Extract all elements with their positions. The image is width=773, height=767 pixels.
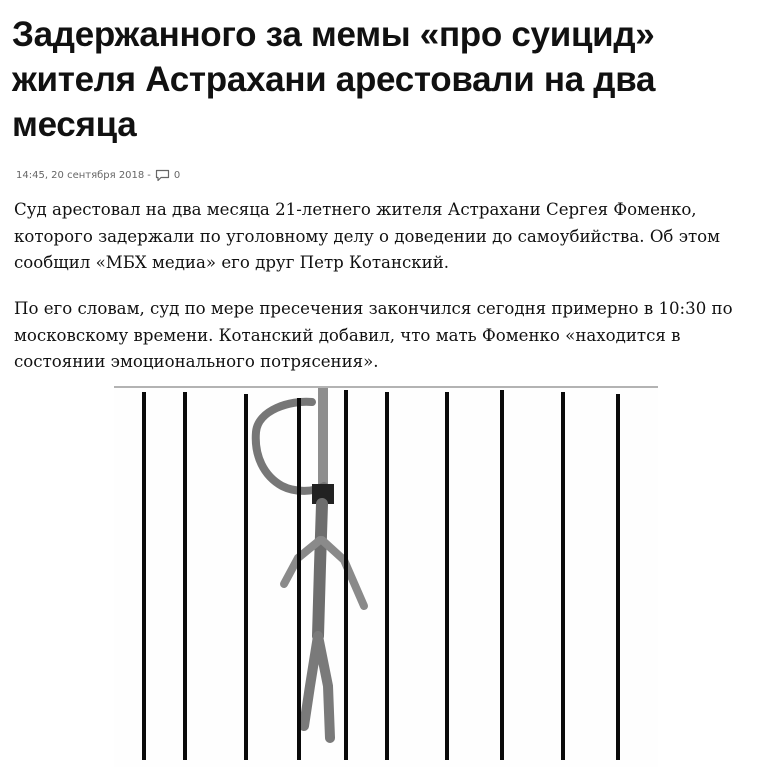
bar bbox=[183, 392, 187, 760]
bar bbox=[500, 390, 504, 760]
bar bbox=[561, 392, 565, 760]
noose-loop bbox=[256, 402, 324, 491]
bar bbox=[344, 390, 348, 760]
comments-count[interactable]: 0 bbox=[173, 169, 181, 181]
bar bbox=[385, 392, 389, 760]
article-paragraph: По его словам, суд по мере пресечения закончился сегодня примерно в 10:30 по московскому времени. Котанский добавил, что мать Фоменко «находится в состоянии эмоционального потрясения». bbox=[14, 299, 733, 371]
article-meta bbox=[16, 166, 180, 184]
meta-separator: - bbox=[147, 169, 151, 181]
stick-body bbox=[318, 504, 322, 636]
bar bbox=[297, 398, 301, 760]
bar bbox=[142, 392, 146, 760]
prison-bars bbox=[142, 390, 620, 760]
bar bbox=[244, 394, 248, 760]
stick-right-leg bbox=[318, 636, 330, 738]
bar bbox=[616, 394, 620, 760]
hanging-figure-behind-bars-illustration bbox=[114, 386, 658, 767]
rope bbox=[318, 388, 328, 494]
publish-datetime: 14:45, 20 сентября 2018 bbox=[16, 169, 145, 181]
article-image bbox=[114, 386, 658, 767]
bar bbox=[445, 392, 449, 760]
stick-right-arm bbox=[322, 540, 364, 606]
article-title: Задержанного за мемы «про суицид» жителя Астрахани арестовали на два месяца bbox=[12, 15, 656, 144]
article-paragraph: Суд арестовал на два месяца 21-летнего жителя Астрахани Сергея Фоменко, которого задержали по уголовному делу о доведении до самоубийства. Об этом сообщил «МБХ медиа» его друг Петр Котанский. bbox=[14, 200, 721, 272]
comment-icon[interactable] bbox=[155, 169, 170, 182]
